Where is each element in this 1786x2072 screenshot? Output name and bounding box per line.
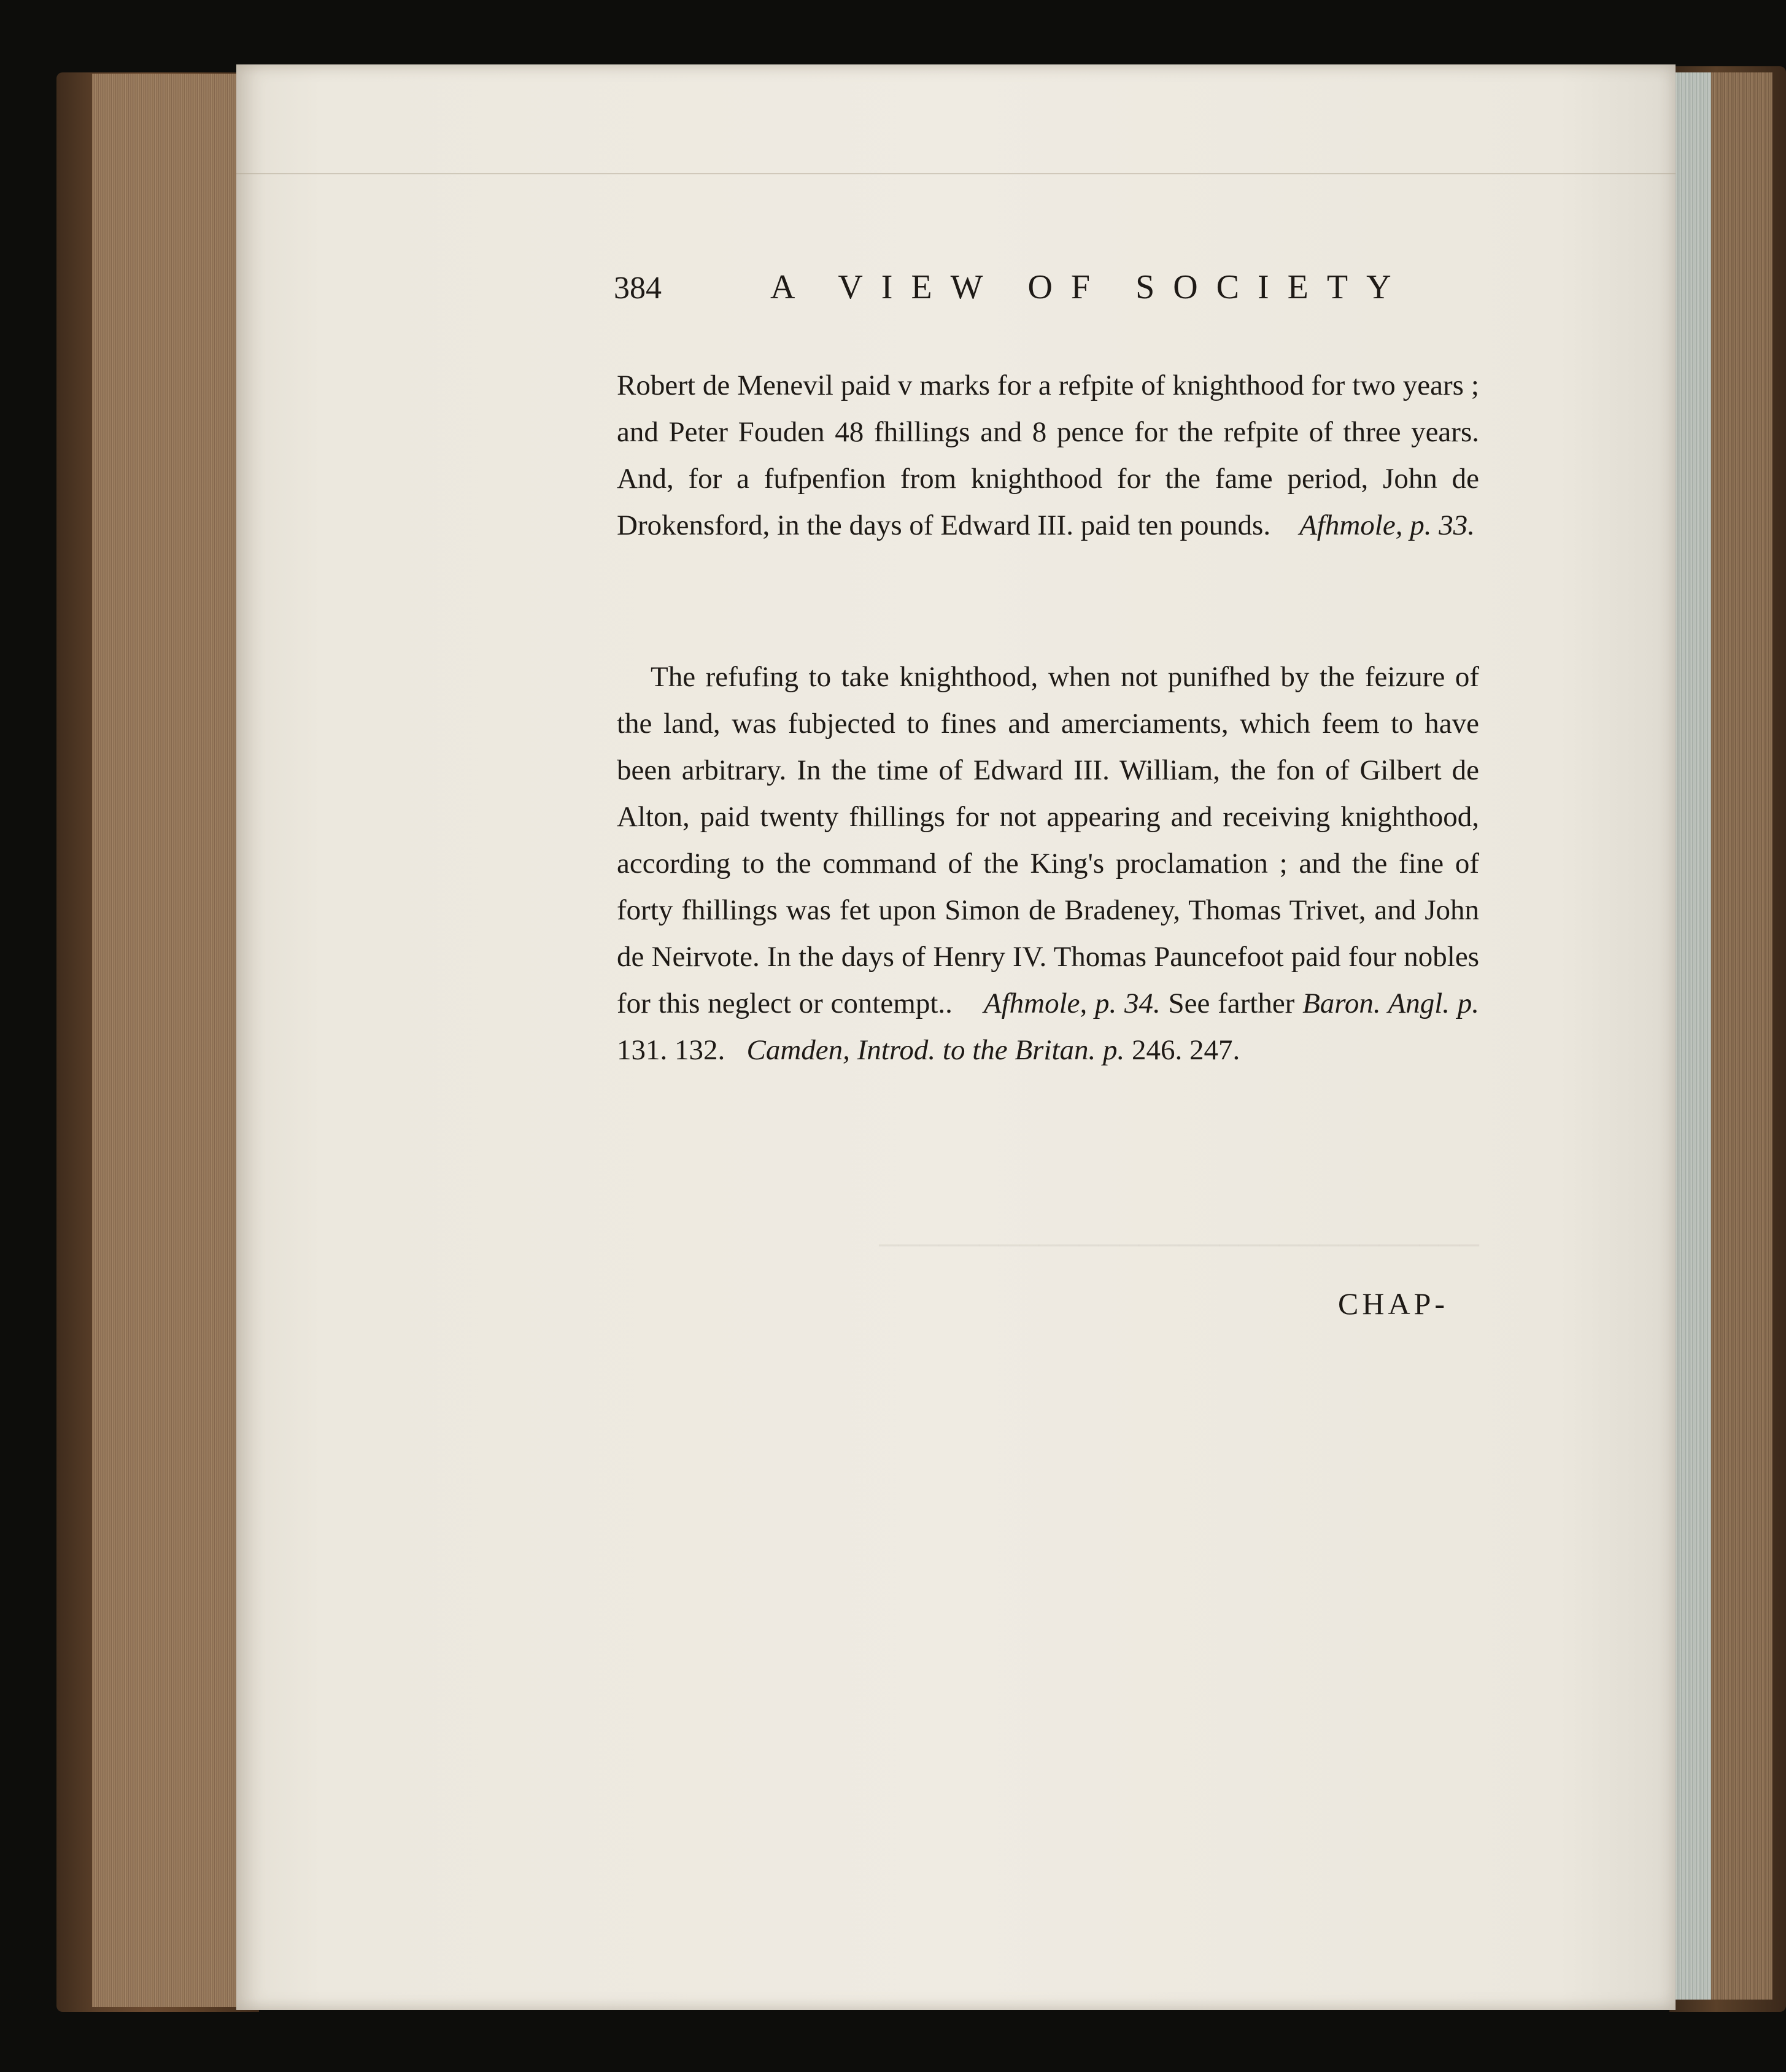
citation-ashmole-33: Afhmole, p. 33.: [1299, 509, 1475, 541]
page-edges-left: [92, 74, 241, 2007]
citation-ashmole-34: Afhmole, p. 34.: [983, 988, 1161, 1019]
citation-camden: Camden, Introd. to the Britan. p.: [746, 1034, 1125, 1066]
see-farther-label: See farther: [1168, 988, 1295, 1019]
citation-baron-angl: Baron. Angl. p.: [1302, 988, 1479, 1019]
citation-baron-pages: 131. 132.: [617, 1034, 725, 1066]
page-fold-line: [236, 173, 1676, 174]
page-edges-right: [1672, 72, 1711, 2000]
page-edges-right-outer: [1711, 72, 1772, 2000]
catchword: CHAP-: [1338, 1286, 1449, 1321]
page-number: 384: [614, 271, 662, 306]
paragraph-2-text: The refufing to take knighthood, when not punifhed by the feizure of the land, was fubjected to fines and amerciaments, which feem to have been arbitrary. In the time of Edward III. William, the fon of Gilbert de Alton, paid twenty fhillings for not appearing and receiving knighthood, according to the command of the King's proclamation ; and the fine of forty fhillings was fet upon Simon de Bradeney, Thomas Trivet, and John de Neirvote. In the days of Henry IV. Thomas Pauncefoot paid four nobles for this neglect or contempt..: [617, 661, 1479, 1019]
paragraph-1: [617, 362, 1479, 549]
paragraph-1-text: Robert de Menevil paid v marks for a refpite of knighthood for two years ; and Peter Fouden 48 fhillings and 8 pence for the refpite of three years. And, for a fufpenfion from knighthood for the fame period, John de Drokensford, in the days of Edward III. paid ten pounds.: [617, 369, 1479, 541]
running-title: A VIEW OF SOCIETY: [770, 268, 1410, 306]
citation-camden-pages: 246. 247.: [1132, 1034, 1240, 1066]
running-head: [614, 270, 1479, 319]
paragraph-2: [617, 654, 1479, 1073]
show-through-texture: ──────────────────────────────: [879, 1229, 1479, 1260]
